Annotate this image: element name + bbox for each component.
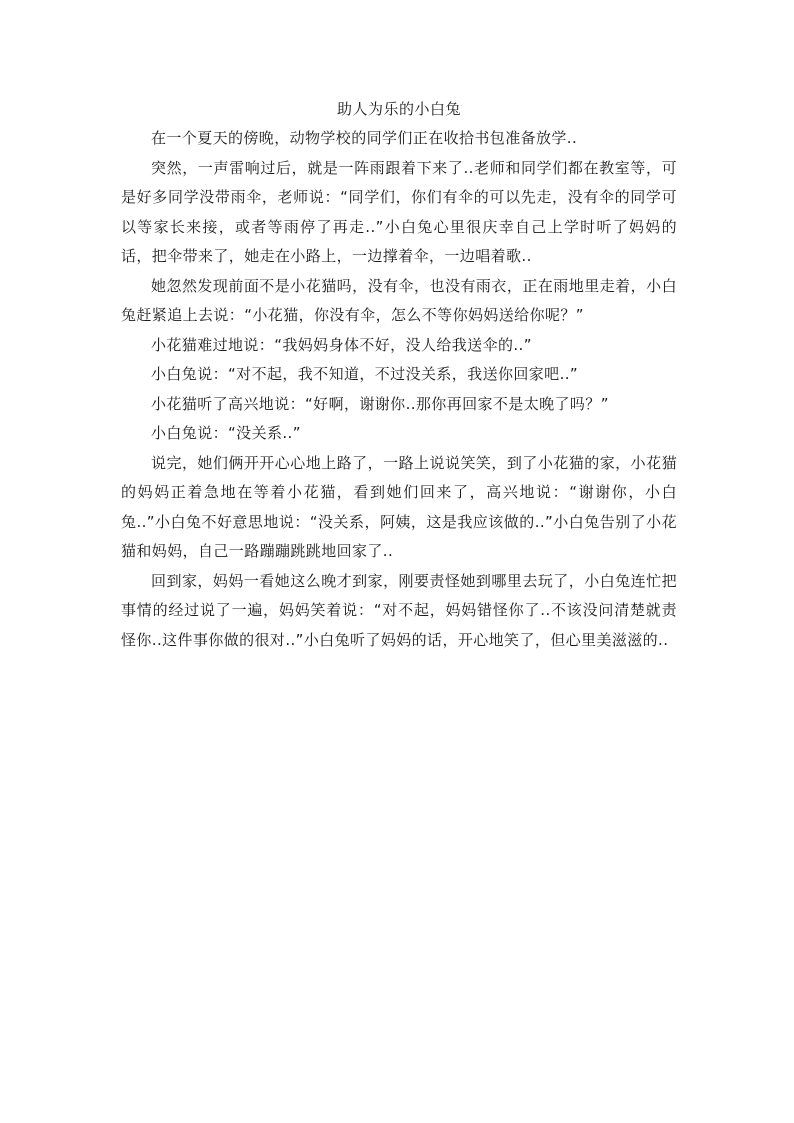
paragraph-6: 小花猫听了高兴地说：“好啊，谢谢你..那你再回家不是太晚了吗？” [151,394,609,413]
paragraph-8: 说完，她们俩开开心心地上路了，一路上说说笑笑，到了小花猫的家，小花猫的妈妈正着急地在等着小花猫，看到她们回来了，高兴地说：“谢谢你，小白兔..”小白兔不好意思地说：“没关系，阿姨，这是我应该做的..”小白兔告别了小花猫和妈妈，自己一路蹦蹦跳跳地回家了.. [121,453,677,560]
paragraph-3: 她忽然发现前面不是小花猫吗，没有伞，也没有雨衣，正在雨地里走着，小白兔赶紧追上去说：“小花猫，你没有伞，怎么不等你妈妈送给你呢？” [121,276,677,324]
document-page [121,95,677,655]
paragraph-1: 在一个夏天的傍晚，动物学校的同学们正在收拾书包准备放学.. [151,129,578,147]
document-title: 助人为乐的小白兔 [336,100,461,118]
paragraph-7: 小白兔说：“没关系..” [151,424,301,442]
paragraph-9: 回到家，妈妈一看她这么晚才到家，刚要责怪她到哪里去玩了，小白兔连忙把事情的经过说了一遍，妈妈笑着说：“对不起，妈妈错怪你了..不该没问清楚就责怪你..这件事你做的很对..”小白兔听了妈妈的话，开心地笑了，但心里美滋滋的.. [121,571,677,649]
paragraph-4: 小花猫难过地说：“我妈妈身体不好，没人给我送伞的..” [151,335,532,354]
paragraph-5: 小白兔说：“对不起，我不知道，不过没关系，我送你回家吧..” [151,365,579,383]
paragraph-2: 突然，一声雷响过后，就是一阵雨跟着下来了..老师和同学们都在教室等，可是好多同学没带雨伞，老师说：“同学们，你们有伞的可以先走，没有伞的同学可以等家长来接，或者等雨停了再走..”小白兔心里很庆幸自己上学时听了妈妈的话，把伞带来了，她走在小路上，一边撑着伞，一边唱着歌.. [121,158,677,265]
